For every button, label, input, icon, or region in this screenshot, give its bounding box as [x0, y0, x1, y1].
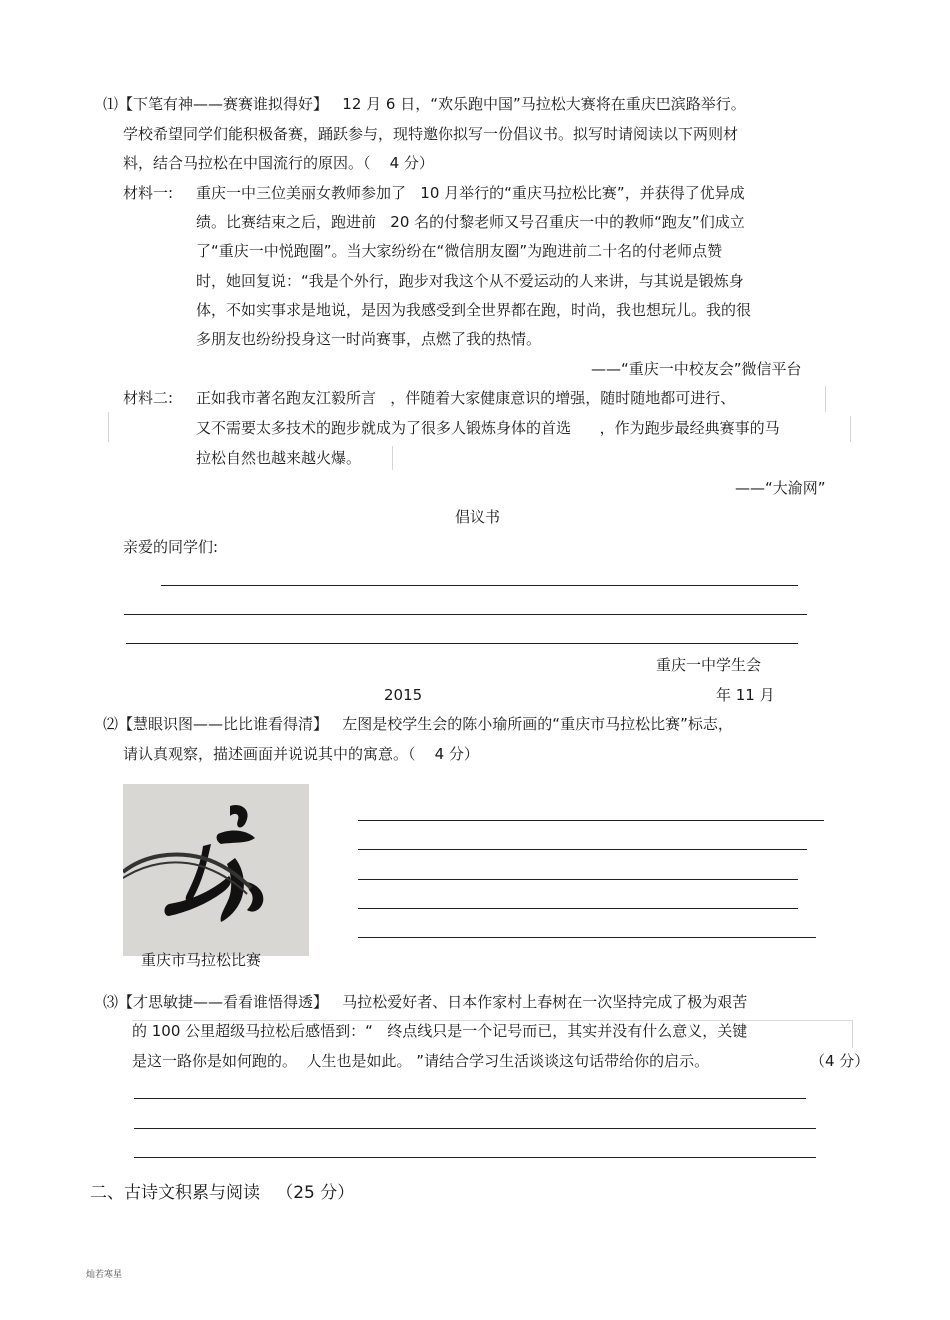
answer-line[interactable] [358, 820, 824, 821]
material-2-label: 材料二: [123, 389, 174, 407]
footer-watermark: 灿若寒星 [86, 1270, 123, 1280]
q1-prompt-line-3: 料，结合马拉松在中国流行的原因。（ 4 分） [123, 154, 434, 172]
material-1-line: 体，不如实事求是地说，是因为我感受到全世界都在跑，时尚，我也想玩儿。我的很 [196, 301, 752, 319]
scan-box-edge [132, 1020, 852, 1021]
answer-line[interactable] [124, 614, 807, 615]
scan-box-edge [850, 416, 851, 442]
material-1-line: 时，她回复说：“我是个外行，跑步对我这个从不爱运动的人来讲，与其说是锻炼身 [196, 272, 744, 290]
letter-signature: 重庆一中学生会 [656, 656, 762, 674]
q3-score: （4 分） [810, 1052, 870, 1070]
letter-title: 倡议书 [455, 508, 501, 526]
q3-prompt-line-2: 的 100 公里超级马拉松后感悟到：“ 终点线只是一个记号而已，其实并没有什么意义，关键 [132, 1022, 748, 1040]
answer-line[interactable] [358, 879, 798, 880]
scan-box-edge [108, 412, 109, 442]
answer-line[interactable] [134, 1157, 816, 1158]
scan-box-edge [825, 386, 826, 412]
material-2-line: 正如我市著名跑友江毅所言 ，伴随着大家健康意识的增强，随时随地都可进行、 [196, 389, 736, 407]
material-1-line: 绩。比赛结束之后，跑进前 20 名的付黎老师又号召重庆一中的教师“跑友”们成立 [196, 213, 745, 231]
material-2-line: 拉松自然也越来越火爆。 [196, 449, 362, 467]
material-1-line: 多朋友也纷纷投身这一时尚赛事，点燃了我的热情。 [196, 330, 542, 348]
answer-line[interactable] [358, 849, 807, 850]
material-1-line: 了“重庆一中悦跑圈”。当大家纷纷在“微信朋友圈”为跑进前二十名的付老师点赞 [196, 242, 723, 260]
letter-greeting: 亲爱的同学们: [123, 538, 219, 556]
letter-date-year: 2015 [384, 686, 423, 704]
material-1-line: 重庆一中三位美丽女教师参加了 10 月举行的“重庆马拉松比赛”，并获得了优异成 [196, 184, 745, 202]
q1-prompt-line-2: 学校希望同学们能积极备赛，踊跃参与，现特邀你拟写一份倡议书。拟写时请阅读以下两则材 [123, 125, 739, 143]
q3-prompt-line-3: 是这一路你是如何跑的。 人生也是如此。 ”请结合学习生活谈谈这句话带给你的启示。 [132, 1052, 710, 1070]
answer-line[interactable] [161, 585, 798, 586]
marathon-logo-image [123, 784, 309, 956]
material-1-label: 材料一: [123, 184, 174, 202]
answer-line[interactable] [134, 1098, 806, 1099]
answer-line[interactable] [126, 643, 798, 644]
q2-prompt-line-2: 请认真观察，描述画面并说说其中的寓意。（ 4 分） [123, 745, 479, 763]
logo-caption: 重庆市马拉松比赛 [141, 951, 262, 969]
material-1-source: ——“重庆一中校友会”微信平台 [591, 360, 802, 378]
q1-prompt-line-1: ⑴【下笔有神——赛赛谁拟得好】 12 月 6 日，“欢乐跑中国”马拉松大赛将在重庆巴滨路举行。 [103, 95, 746, 113]
q3-prompt-line-1: ⑶【才思敏捷——看看谁悟得透】 马拉松爱好者、日本作家村上春树在一次坚持完成了极为艰苦 [103, 993, 748, 1011]
q2-prompt-line-1: ⑵【慧眼识图——比比谁看得清】 左图是校学生会的陈小瑜所画的“重庆市马拉松比赛”标志， [103, 715, 733, 733]
scan-box-edge [852, 1020, 853, 1048]
scan-box-edge [392, 446, 393, 470]
letter-date-month: 年 11 月 [716, 686, 775, 704]
answer-line[interactable] [134, 1128, 816, 1129]
answer-line[interactable] [358, 937, 816, 938]
material-2-source: ——“大渝网” [735, 479, 826, 497]
section-2-heading: 二、古诗文积累与阅读 （25 分） [90, 1183, 355, 1203]
answer-line[interactable] [358, 908, 798, 909]
material-2-line: 又不需要太多技术的跑步就成为了很多人锻炼身体的首选 ，作为跑步最经典赛事的马 [196, 419, 780, 437]
runner-calligraphy-icon [123, 784, 309, 956]
